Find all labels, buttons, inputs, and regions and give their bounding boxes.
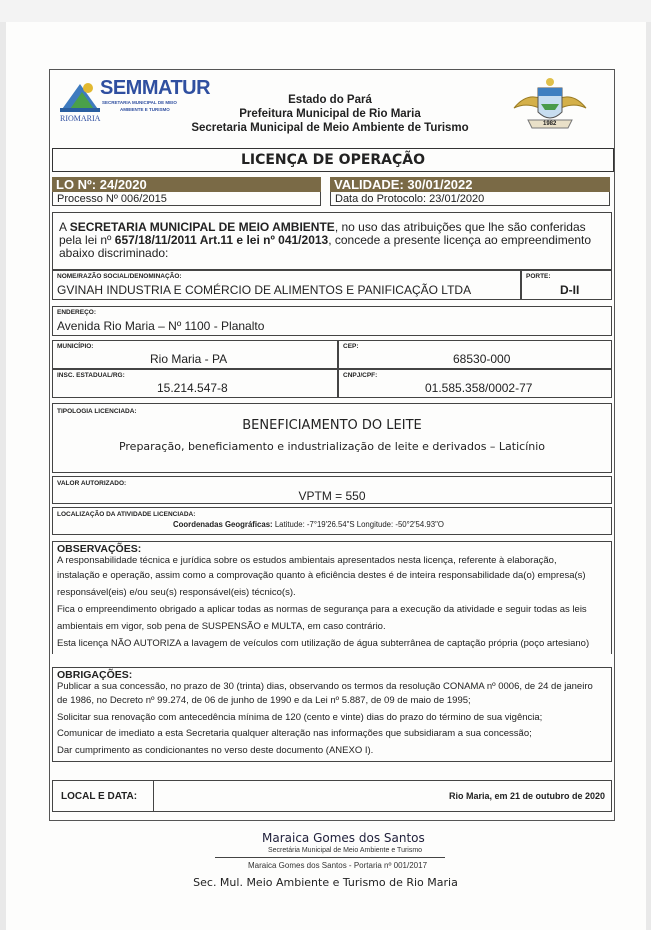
cep-value: 68530-000 (453, 352, 511, 366)
header-state: Estado do Pará (288, 94, 372, 106)
location-label: LOCALIZAÇÃO DA ATIVIDADE LICENCIADA: (57, 511, 196, 518)
signature-name: Maraica Gomes dos Santos (262, 831, 425, 845)
cnpj-cell (338, 369, 612, 398)
signature-stamp-line-1: Secretária Municipal de Meio Ambiente e Turismo (268, 847, 423, 854)
intro-part-3: , no uso das atribuições que lhe são conferidas pela lei nº (59, 220, 586, 247)
cep-label: CEP: (343, 343, 359, 350)
intro-part-1: A (59, 220, 70, 234)
logo-city: RIOMARIA (60, 114, 101, 123)
observation-line: ambientais em vigor, sob pena de SUSPENSÃO e MULTA, em caso contrário. (57, 621, 386, 632)
porte-label: PORTE: (526, 273, 551, 280)
crest-icon (510, 74, 590, 138)
local-date-label: LOCAL E DATA: (61, 791, 138, 802)
top-bar (0, 0, 651, 22)
logo-sub1: SECRETARIA MUNICIPAL DE MEIO (102, 100, 177, 105)
coordinates (173, 520, 444, 529)
porte-value: D-II (560, 283, 580, 297)
company-name-cell (52, 270, 521, 300)
intro-law: 657/18/11/2011 Art.11 e lei nº 041/2013 (114, 233, 329, 247)
company-name-value: GVINAH INDUSTRIA E COMÉRCIO DE ALIMENTOS E PANIFICAÇÃO LTDA (57, 283, 472, 297)
obligation-line: de 1986, no Decreto nº 99.274, de 06 de junho de 1990 e da Lei nº 5.887, de 09 de maio de 1995; (57, 695, 471, 706)
license-validity: VALIDADE: 30/01/2022 (330, 177, 610, 192)
license-number: LO Nº: 24/2020 (52, 177, 321, 192)
city-crest (510, 74, 590, 138)
authorized-value-cell (52, 476, 612, 504)
logo-sub2: AMBIENTE E TURISMO (120, 107, 170, 112)
process-number: Processo Nº 006/2015 (52, 192, 321, 206)
signature-footer: Sec. Mul. Meio Ambiente e Turismo de Rio Maria (193, 876, 458, 889)
observations-heading: OBSERVAÇÕES: (57, 543, 142, 555)
authorized-value-label: VALOR AUTORIZADO: (57, 480, 127, 487)
state-registration-value: 15.214.547-8 (157, 381, 228, 395)
local-date-value: Rio Maria, em 21 de outubro de 2020 (448, 791, 605, 801)
obligation-line: Publicar a sua concessão, no prazo de 30 (trinta) dias, observando os termos da resolução CONAMA nº 0006, de 24 de janeiro (57, 681, 593, 692)
observation-line: responsável(eis) e/ou seu(s) responsável(eis) técnico(s). (57, 587, 296, 598)
observation-line: A responsabilidade técnica e jurídica sobre os estudos ambientais apresentados nesta licença, referente à elaboração, (57, 555, 557, 566)
obligations-section (52, 667, 612, 762)
authorized-value: VPTM = 550 (298, 489, 366, 503)
license-title: LICENÇA DE OPERAÇÃO (52, 148, 614, 172)
tipologia-label: TIPOLOGIA LICENCIADA: (57, 408, 137, 415)
header-secretariat: Secretaria Municipal de Meio Ambiente de Turismo (191, 122, 469, 134)
city-cell (52, 340, 338, 369)
obligation-line: Dar cumprimento as condicionantes no verso deste documento (ANEXO I). (57, 744, 374, 756)
cnpj-value: 01.585.358/0002-77 (425, 381, 533, 395)
tipologia-title: BENEFICIAMENTO DO LEITE (242, 418, 422, 433)
obligation-line: Comunicar de imediato a esta Secretaria qualquer alteração nas informações que subsidiaram a sua concessão; (57, 728, 532, 739)
obligations-heading: OBRIGAÇÕES: (57, 669, 133, 681)
logo-name: SEMMATUR (100, 77, 211, 99)
state-registration-cell (52, 369, 338, 398)
state-registration-label: INSC. ESTADUAL/RG: (57, 372, 125, 379)
signature-line (215, 857, 445, 858)
address-cell (52, 306, 612, 336)
porte-cell (521, 270, 612, 300)
intro-secretariat: SECRETARIA MUNICIPAL DE MEIO AMBIENTE (69, 220, 335, 234)
protocol-date: Data do Protocolo: 23/01/2020 (330, 192, 610, 206)
intro-part-5: , concede a presente licença ao empreendimento abaixo discriminado: (59, 233, 592, 260)
observation-line: Fica o empreendimento obrigado a aplicar todas as normas de segurança para a execução da atividade e seguir todas as leis (57, 604, 587, 615)
semmatur-logo-icon (58, 78, 102, 114)
intro-paragraph (52, 212, 612, 270)
city-value: Rio Maria - PA (150, 352, 228, 366)
header-prefecture: Prefeitura Municipal de Rio Maria (239, 108, 421, 120)
address-value: Avenida Rio Maria – Nº 1100 - Planalto (57, 319, 265, 333)
obligation-line: Solicitar sua renovação com antecedência mínima de 120 (cento e vinte) dias do prazo do término de sua vigência; (57, 711, 543, 723)
address-label: ENDEREÇO: (57, 309, 97, 316)
observation-line: Esta licença NÃO AUTORIZA a lavagem de veículos com utilização de água subterrânea de captação própria (poço artesiano) (57, 638, 590, 649)
crest-year: 1982 (543, 121, 557, 127)
header-text (160, 93, 500, 135)
signature-stamp-line-2: Maraica Gomes dos Santos - Portaria nº 001/2017 (248, 861, 428, 870)
local-date-row (52, 780, 612, 812)
cep-cell (338, 340, 612, 369)
city-label: MUNICÍPIO: (57, 343, 94, 350)
tipologia-description: Preparação, beneficiamento e industrialização de leite e derivados – Laticínio (118, 440, 546, 453)
location-cell (52, 507, 612, 535)
cnpj-label: CNPJ/CPF: (343, 372, 378, 379)
coordinates-value: Latitude: -7°19'26.54"S Longitude: -50°2'54.93"O (272, 520, 444, 529)
observation-line: instalação e operação, assim como a comprovação quanto à eficiência destes é de inteira responsabilidade da(o) empresa(s) (57, 570, 586, 581)
coordinates-label: Coordenadas Geográficas: (173, 520, 273, 529)
tipologia-cell (52, 403, 612, 473)
company-name-label: NOME/RAZÃO SOCIAL/DENOMINAÇÃO: (57, 273, 182, 280)
observations-section (52, 541, 612, 654)
